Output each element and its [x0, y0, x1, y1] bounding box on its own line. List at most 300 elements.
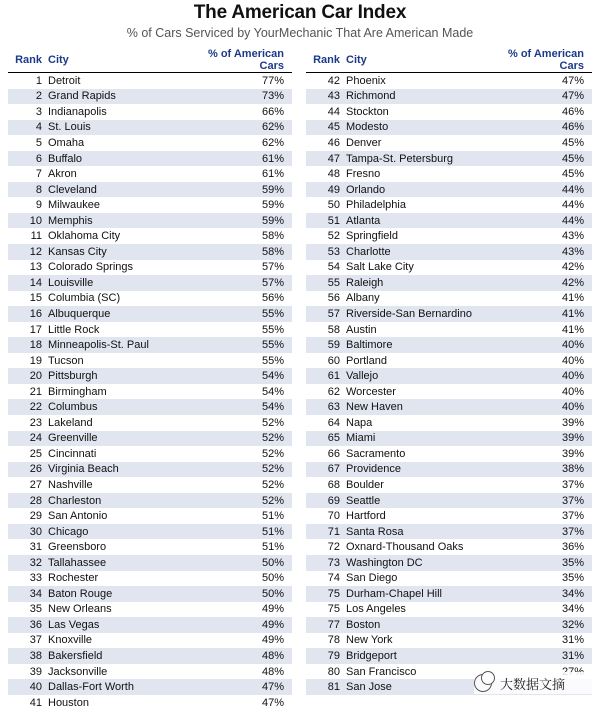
rank-cell: 39 — [29, 665, 42, 678]
table-row — [8, 446, 292, 462]
pct-cell: 37% — [561, 478, 584, 491]
pct-cell: 42% — [496, 275, 592, 291]
city-cell: Durham-Chapel Hill — [346, 586, 496, 602]
rank-cell: 65 — [306, 431, 346, 447]
city-cell: San Jose — [346, 679, 496, 695]
table-row — [8, 617, 292, 633]
table-row — [8, 104, 292, 120]
rank-cell: 29 — [29, 510, 42, 523]
rank-cell: 10 — [8, 213, 48, 229]
rank-cell: 7 — [35, 168, 42, 181]
table-row — [8, 493, 292, 509]
table-row — [8, 89, 292, 105]
pct-cell: 45% — [561, 168, 584, 181]
rank-cell: 35 — [29, 603, 42, 616]
pct-cell: 34% — [496, 586, 592, 602]
table-row — [306, 104, 592, 120]
pct-cell: 37% — [496, 493, 592, 509]
city-cell: Memphis — [48, 213, 198, 229]
pct-cell: 55% — [198, 337, 292, 353]
pct-cell: 62% — [261, 136, 284, 149]
pct-cell: 77% — [261, 74, 284, 87]
pct-cell: 37% — [496, 524, 592, 540]
rank-cell: 16 — [8, 306, 48, 322]
rank-cell: 64 — [327, 416, 340, 429]
rank-cell: 45 — [306, 120, 346, 136]
pct-cell: 73% — [198, 89, 292, 105]
page-subtitle: % of Cars Serviced by YourMechanic That Are American Made — [126, 26, 474, 40]
table-row — [8, 524, 292, 540]
pct-cell: 55% — [261, 323, 284, 336]
table-row — [306, 431, 592, 447]
table-row — [306, 477, 592, 493]
city-cell: Phoenix — [346, 74, 386, 87]
pct-cell: 40% — [496, 368, 592, 384]
table-row — [306, 446, 592, 462]
rank-cell: 27 — [29, 478, 42, 491]
table-row — [8, 431, 292, 447]
table-row — [8, 602, 292, 618]
city-cell: Cleveland — [48, 182, 198, 198]
table-row — [306, 182, 592, 198]
pct-cell: 57% — [198, 275, 292, 291]
city-cell: Pittsburgh — [48, 368, 198, 384]
rank-cell: 11 — [30, 230, 42, 243]
city-cell: Salt Lake City — [346, 261, 414, 274]
rank-cell: 15 — [29, 292, 42, 305]
table-row — [8, 291, 292, 307]
city-cell: Providence — [346, 462, 496, 478]
city-cell: St. Louis — [48, 120, 198, 136]
pct-cell: 47% — [198, 679, 292, 695]
table-row — [306, 135, 592, 151]
pct-cell: 52% — [198, 431, 292, 447]
table-row — [8, 368, 292, 384]
rank-cell: 55 — [306, 275, 346, 291]
pct-cell: 35% — [496, 555, 592, 571]
rank-cell: 49 — [306, 182, 346, 198]
rank-cell: 30 — [8, 524, 48, 540]
rank-cell: 13 — [29, 261, 42, 274]
pct-cell: 52% — [261, 478, 284, 491]
pct-cell: 50% — [261, 572, 284, 585]
table-row — [306, 322, 592, 338]
table-row — [8, 275, 292, 291]
rank-cell: 6 — [8, 151, 48, 167]
pct-cell: 57% — [261, 261, 284, 274]
city-cell: Portland — [346, 354, 387, 367]
city-cell: San Francisco — [346, 665, 417, 678]
pct-cell: 32% — [496, 617, 592, 633]
rank-cell: 47 — [306, 151, 346, 167]
rank-cell: 24 — [8, 431, 48, 447]
table-row — [8, 633, 292, 649]
rank-cell: 19 — [29, 354, 42, 367]
city-cell: Atlanta — [346, 213, 496, 229]
rank-cell: 60 — [327, 354, 340, 367]
table-row — [8, 151, 292, 167]
rank-cell: 41 — [29, 696, 42, 709]
header-pct: % of American Cars — [198, 48, 292, 73]
city-cell: San Antonio — [48, 510, 108, 523]
city-cell: Milwaukee — [48, 199, 100, 212]
rank-cell: 46 — [327, 136, 340, 149]
table-row — [8, 244, 292, 260]
city-cell: Hartford — [346, 510, 386, 523]
city-cell: Oxnard-Thousand Oaks — [346, 541, 464, 554]
city-cell: New Orleans — [48, 603, 112, 616]
city-cell: Austin — [346, 323, 377, 336]
table-row — [306, 197, 592, 213]
rank-cell: 59 — [306, 337, 346, 353]
rank-cell: 74 — [327, 572, 340, 585]
pct-cell: 48% — [198, 648, 292, 664]
rank-cell: 54 — [327, 261, 340, 274]
pct-cell: 52% — [198, 462, 292, 478]
city-cell: Columbia (SC) — [48, 292, 121, 305]
rank-cell: 17 — [29, 323, 42, 336]
watermark — [474, 672, 594, 694]
city-cell: Vallejo — [346, 368, 496, 384]
table-row — [306, 539, 592, 555]
pct-cell: 49% — [261, 603, 284, 616]
table-row — [8, 197, 292, 213]
city-cell: Denver — [346, 136, 382, 149]
pct-cell: 55% — [261, 354, 284, 367]
watermark-text: 大数据文摘 — [500, 678, 566, 693]
city-cell: Baton Rouge — [48, 586, 198, 602]
table-row — [8, 539, 292, 555]
pct-cell: 52% — [261, 447, 284, 460]
table-row — [306, 260, 592, 276]
table-row — [8, 213, 292, 229]
pct-cell: 51% — [261, 510, 284, 523]
pct-cell: 38% — [496, 462, 592, 478]
rank-cell: 40 — [8, 679, 48, 695]
city-cell: Tallahassee — [48, 555, 198, 571]
city-cell: New York — [346, 634, 393, 647]
city-cell: Seattle — [346, 493, 496, 509]
table-row — [8, 322, 292, 338]
city-cell: Columbus — [48, 399, 198, 415]
table-row — [306, 244, 592, 260]
rank-cell: 5 — [35, 136, 42, 149]
table-row — [306, 275, 592, 291]
table-row — [306, 228, 592, 244]
city-cell: Little Rock — [48, 323, 100, 336]
rank-cell: 31 — [29, 541, 42, 554]
rank-cell: 53 — [306, 244, 346, 260]
pct-cell: 58% — [261, 230, 284, 243]
city-cell: Jacksonville — [48, 665, 108, 678]
pct-cell: 54% — [261, 385, 284, 398]
city-cell: Louisville — [48, 275, 198, 291]
rank-cell: 48 — [327, 168, 340, 181]
pct-cell: 59% — [198, 182, 292, 198]
city-cell: Modesto — [346, 120, 496, 136]
table-row — [8, 337, 292, 353]
pct-cell: 37% — [561, 510, 584, 523]
pct-cell: 62% — [198, 120, 292, 136]
city-cell: Dallas-Fort Worth — [48, 679, 198, 695]
rank-cell: 22 — [8, 399, 48, 415]
table-row — [306, 291, 592, 307]
rank-cell: 20 — [8, 368, 48, 384]
city-cell: Indianapolis — [48, 105, 107, 118]
table-row — [8, 384, 292, 400]
city-cell: Philadelphia — [346, 199, 406, 212]
city-cell: Birmingham — [48, 385, 107, 398]
city-cell: Omaha — [48, 136, 85, 149]
table-row — [306, 508, 592, 524]
pct-cell: 46% — [496, 120, 592, 136]
table-row — [306, 213, 592, 229]
city-cell: Richmond — [346, 89, 496, 105]
pct-cell: 40% — [561, 354, 584, 367]
city-cell: Albuquerque — [48, 306, 198, 322]
pct-cell: 39% — [496, 431, 592, 447]
city-cell: Detroit — [48, 74, 81, 87]
pct-cell: 31% — [561, 634, 584, 647]
rank-cell: 81 — [306, 679, 346, 695]
city-cell: Nashville — [48, 478, 93, 491]
pct-cell: 43% — [496, 244, 592, 260]
pct-cell: 41% — [561, 292, 584, 305]
city-cell: Riverside-San Bernardino — [346, 306, 496, 322]
table-row — [8, 695, 292, 710]
pct-cell: 55% — [198, 306, 292, 322]
table-row — [8, 679, 292, 695]
pct-cell: 61% — [261, 168, 284, 181]
city-cell: Worcester — [346, 385, 396, 398]
header-pct: % of American Cars — [496, 48, 592, 73]
pct-cell: 35% — [561, 572, 584, 585]
pct-cell: 59% — [198, 213, 292, 229]
rank-cell: 50 — [327, 199, 340, 212]
table-row — [8, 73, 292, 89]
rank-cell: 75 — [327, 603, 340, 616]
rank-cell: 9 — [35, 199, 42, 212]
city-cell: Virginia Beach — [48, 462, 198, 478]
header-city: City — [346, 48, 496, 73]
city-cell: Napa — [346, 416, 373, 429]
pct-cell: 40% — [496, 399, 592, 415]
table-row — [306, 151, 592, 167]
rank-cell: 79 — [306, 648, 346, 664]
pct-cell: 58% — [198, 244, 292, 260]
rank-cell: 26 — [8, 462, 48, 478]
pct-cell: 51% — [261, 541, 284, 554]
city-cell: Boston — [346, 617, 496, 633]
rank-cell: 37 — [29, 634, 42, 647]
table-row — [8, 508, 292, 524]
city-cell: Bridgeport — [346, 648, 496, 664]
city-cell: Chicago — [48, 524, 198, 540]
city-cell: Springfield — [346, 230, 398, 243]
table-row — [8, 399, 292, 415]
pct-cell: 44% — [561, 199, 584, 212]
city-cell: Sacramento — [346, 447, 406, 460]
table-row — [8, 135, 292, 151]
table-row — [306, 73, 592, 89]
header-rank: Rank — [8, 48, 48, 73]
rank-cell: 2 — [8, 89, 48, 105]
rank-cell: 34 — [8, 586, 48, 602]
table-row — [306, 555, 592, 571]
city-cell: New Haven — [346, 399, 496, 415]
table-row — [306, 89, 592, 105]
city-cell: Buffalo — [48, 151, 198, 167]
table-row — [306, 306, 592, 322]
rank-cell: 28 — [8, 493, 48, 509]
pct-cell: 66% — [261, 105, 284, 118]
rank-cell: 44 — [327, 105, 340, 118]
pct-cell: 39% — [561, 447, 584, 460]
table-row — [306, 384, 592, 400]
city-cell: Raleigh — [346, 275, 496, 291]
rank-cell: 23 — [29, 416, 42, 429]
table-row — [8, 306, 292, 322]
table-row — [8, 228, 292, 244]
pct-cell: 54% — [198, 399, 292, 415]
pct-cell: 46% — [561, 105, 584, 118]
rank-cell: 77 — [306, 617, 346, 633]
table-row — [8, 260, 292, 276]
city-cell: Greensboro — [48, 541, 107, 554]
table-row — [306, 368, 592, 384]
pct-cell: 43% — [561, 230, 584, 243]
city-cell: Rochester — [48, 572, 99, 585]
pct-cell: 51% — [198, 524, 292, 540]
city-cell: Las Vegas — [48, 617, 198, 633]
rank-cell: 80 — [327, 665, 340, 678]
city-cell: Minneapolis-St. Paul — [48, 337, 198, 353]
rank-cell: 78 — [327, 634, 340, 647]
header-city: City — [48, 48, 198, 73]
pct-cell: 52% — [261, 416, 284, 429]
city-cell: Houston — [48, 696, 89, 709]
table-row — [306, 648, 592, 664]
city-cell: Albany — [346, 292, 380, 305]
rank-cell: 12 — [8, 244, 48, 260]
table-row — [8, 415, 292, 431]
rank-cell: 67 — [306, 462, 346, 478]
pct-cell: 61% — [198, 151, 292, 167]
city-cell: Grand Rapids — [48, 89, 198, 105]
pct-cell: 40% — [561, 385, 584, 398]
pct-cell: 45% — [496, 151, 592, 167]
table-row — [306, 602, 592, 618]
chat-bubble-icon — [474, 674, 492, 692]
rank-cell: 32 — [8, 555, 48, 571]
table-row — [306, 586, 592, 602]
table-row — [8, 120, 292, 136]
table-row — [8, 648, 292, 664]
table-row — [8, 182, 292, 198]
rank-cell: 4 — [8, 120, 48, 136]
city-cell: Tucson — [48, 354, 84, 367]
city-cell: Los Angeles — [346, 603, 406, 616]
rank-cell: 61 — [306, 368, 346, 384]
city-cell: Bakersfield — [48, 648, 198, 664]
pct-cell: 47% — [561, 74, 584, 87]
pct-cell: 47% — [496, 89, 592, 105]
table-row — [306, 571, 592, 587]
pct-cell: 49% — [198, 617, 292, 633]
rank-cell: 66 — [327, 447, 340, 460]
pct-cell: 42% — [561, 261, 584, 274]
table-row — [8, 166, 292, 182]
table-row — [8, 555, 292, 571]
rank-cell: 62 — [327, 385, 340, 398]
ranking-table-left — [8, 48, 292, 710]
city-cell: Lakeland — [48, 416, 93, 429]
rank-cell: 51 — [306, 213, 346, 229]
pct-cell: 48% — [261, 665, 284, 678]
rank-cell: 38 — [8, 648, 48, 664]
rank-cell: 1 — [35, 74, 42, 87]
city-cell: Miami — [346, 431, 496, 447]
pct-cell: 41% — [561, 323, 584, 336]
rank-cell: 56 — [327, 292, 340, 305]
table-row — [306, 524, 592, 540]
city-cell: Orlando — [346, 182, 496, 198]
table-row — [8, 664, 292, 680]
pct-cell: 54% — [198, 368, 292, 384]
rank-cell: 57 — [306, 306, 346, 322]
city-cell: Colorado Springs — [48, 261, 133, 274]
table-row — [8, 571, 292, 587]
rank-cell: 25 — [29, 447, 42, 460]
rank-cell: 42 — [327, 74, 340, 87]
city-cell: Fresno — [346, 168, 381, 181]
pct-cell: 50% — [198, 555, 292, 571]
rank-cell: 3 — [35, 105, 42, 118]
table-row — [8, 462, 292, 478]
pct-cell: 31% — [496, 648, 592, 664]
rank-cell: 43 — [306, 89, 346, 105]
rank-cell: 75 — [306, 586, 346, 602]
pct-cell: 36% — [561, 541, 584, 554]
page-title: The American Car Index — [193, 2, 407, 23]
city-cell: Tampa-St. Petersburg — [346, 151, 496, 167]
pct-cell: 39% — [561, 416, 584, 429]
table-row — [306, 120, 592, 136]
header-rank: Rank — [306, 48, 346, 73]
city-cell: Akron — [48, 168, 77, 181]
rank-cell: 18 — [8, 337, 48, 353]
rank-cell: 63 — [306, 399, 346, 415]
city-cell: Boulder — [346, 478, 384, 491]
table-row — [8, 586, 292, 602]
pct-cell: 52% — [198, 493, 292, 509]
table-row — [306, 493, 592, 509]
city-cell: Baltimore — [346, 337, 496, 353]
rank-cell: 71 — [306, 524, 346, 540]
table-row — [306, 462, 592, 478]
city-cell: Charleston — [48, 493, 198, 509]
city-cell: Knoxville — [48, 634, 93, 647]
pct-cell: 40% — [496, 337, 592, 353]
pct-cell: 45% — [561, 136, 584, 149]
table-row — [306, 353, 592, 369]
rank-cell: 33 — [29, 572, 42, 585]
pct-cell: 41% — [496, 306, 592, 322]
table-row — [8, 477, 292, 493]
table-row — [306, 633, 592, 649]
rank-cell: 36 — [8, 617, 48, 633]
city-cell: Oklahoma City — [48, 230, 121, 243]
